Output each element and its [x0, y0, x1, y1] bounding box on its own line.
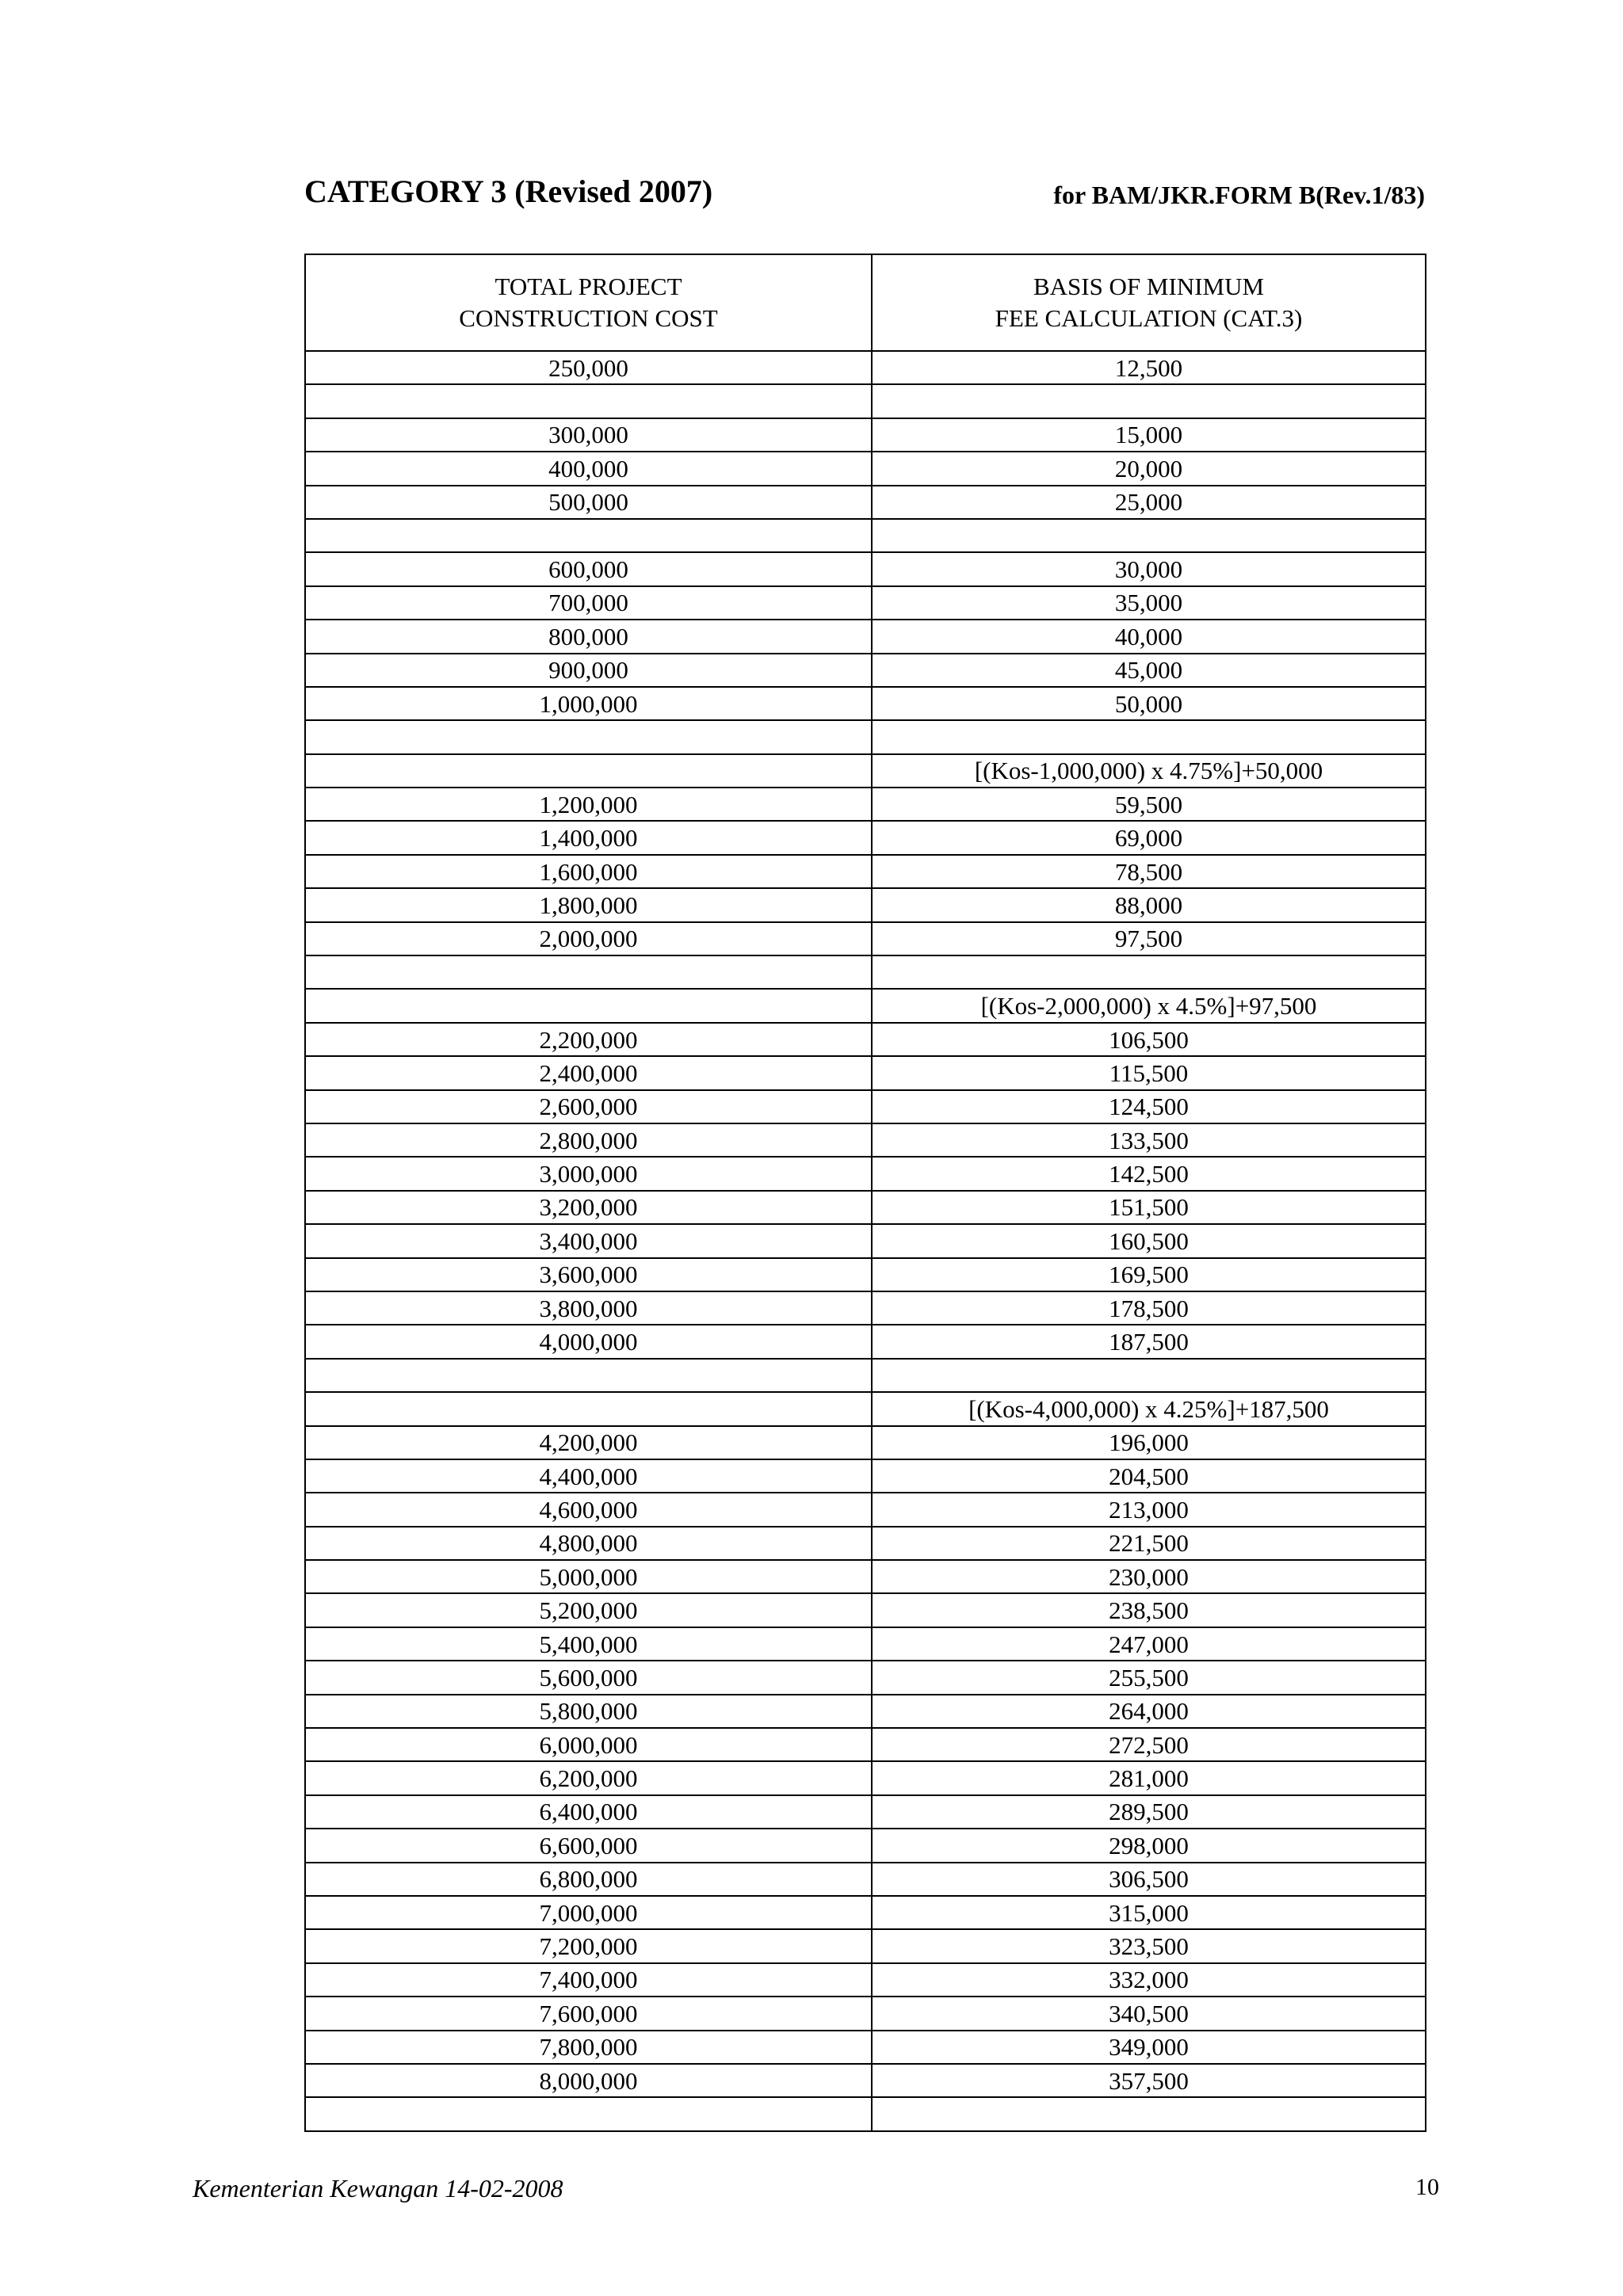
cell-minimum-fee: 88,000 — [872, 888, 1426, 921]
table-row — [305, 1359, 1426, 1392]
table-row — [305, 452, 1426, 485]
table-row — [305, 1728, 1426, 1761]
cell-construction-cost — [305, 1392, 872, 1425]
column-header-minimum-fee — [872, 254, 1426, 351]
cell-construction-cost — [305, 989, 872, 1022]
cell-construction-cost: 6,400,000 — [305, 1795, 872, 1829]
cell-minimum-fee: 178,500 — [872, 1291, 1426, 1325]
table-row — [305, 1863, 1426, 1896]
cell-minimum-fee: 272,500 — [872, 1728, 1426, 1761]
table-row — [305, 1695, 1426, 1728]
cell-construction-cost: 2,400,000 — [305, 1056, 872, 1089]
cell-construction-cost: 3,800,000 — [305, 1291, 872, 1325]
cell-minimum-fee: 306,500 — [872, 1863, 1426, 1896]
cell-minimum-fee: 281,000 — [872, 1761, 1426, 1794]
cell-construction-cost — [305, 2097, 872, 2130]
cell-construction-cost: 5,800,000 — [305, 1695, 872, 1728]
table-row — [305, 1963, 1426, 1997]
page-number: 10 — [1415, 2174, 1439, 2200]
cell-minimum-fee: 20,000 — [872, 452, 1426, 485]
cell-construction-cost: 1,000,000 — [305, 687, 872, 720]
cell-construction-cost: 5,200,000 — [305, 1593, 872, 1627]
table-row — [305, 1593, 1426, 1627]
cell-minimum-fee: 35,000 — [872, 586, 1426, 620]
cell-minimum-fee: 78,500 — [872, 855, 1426, 888]
page-title: CATEGORY 3 (Revised 2007) — [304, 174, 713, 209]
cell-construction-cost — [305, 384, 872, 418]
cell-construction-cost: 1,800,000 — [305, 888, 872, 921]
cell-minimum-fee: 357,500 — [872, 2064, 1426, 2097]
cell-minimum-fee — [872, 955, 1426, 989]
cell-minimum-fee: 349,000 — [872, 2031, 1426, 2064]
cell-construction-cost: 800,000 — [305, 620, 872, 653]
cell-minimum-fee: 133,500 — [872, 1123, 1426, 1157]
cell-construction-cost: 300,000 — [305, 418, 872, 452]
cell-construction-cost: 4,600,000 — [305, 1493, 872, 1526]
table-row — [305, 2031, 1426, 2064]
table-row — [305, 1661, 1426, 1694]
cell-construction-cost — [305, 720, 872, 753]
cell-construction-cost: 2,600,000 — [305, 1090, 872, 1123]
cell-minimum-fee: 238,500 — [872, 1593, 1426, 1627]
cell-construction-cost — [305, 519, 872, 552]
cell-minimum-fee: [(Kos-4,000,000) x 4.25%]+187,500 — [872, 1392, 1426, 1425]
table-row — [305, 1829, 1426, 1862]
cell-construction-cost: 7,400,000 — [305, 1963, 872, 1997]
table-row — [305, 1459, 1426, 1493]
cell-construction-cost: 7,200,000 — [305, 1929, 872, 1962]
table-row — [305, 519, 1426, 552]
cell-construction-cost: 400,000 — [305, 452, 872, 485]
table-row — [305, 1997, 1426, 2030]
footer-source: Kementerian Kewangan 14-02-2008 — [193, 2174, 563, 2203]
cell-construction-cost: 4,400,000 — [305, 1459, 872, 1493]
cell-minimum-fee: [(Kos-2,000,000) x 4.5%]+97,500 — [872, 989, 1426, 1022]
table-row — [305, 1123, 1426, 1157]
cell-minimum-fee: 230,000 — [872, 1560, 1426, 1593]
cell-minimum-fee: 289,500 — [872, 1795, 1426, 1829]
cell-construction-cost: 6,000,000 — [305, 1728, 872, 1761]
cell-minimum-fee — [872, 1359, 1426, 1392]
table-row — [305, 1627, 1426, 1661]
cell-construction-cost: 6,800,000 — [305, 1863, 872, 1896]
cell-minimum-fee: 151,500 — [872, 1191, 1426, 1224]
cell-construction-cost: 3,600,000 — [305, 1258, 872, 1291]
cell-construction-cost: 3,000,000 — [305, 1157, 872, 1190]
table-row — [305, 821, 1426, 854]
cell-construction-cost: 250,000 — [305, 351, 872, 384]
cell-minimum-fee: 340,500 — [872, 1997, 1426, 2030]
header-line: FEE CALCULATION (CAT.3) — [995, 304, 1303, 332]
table-row — [305, 1325, 1426, 1358]
header-line: TOTAL PROJECT — [495, 273, 682, 300]
cell-minimum-fee: 124,500 — [872, 1090, 1426, 1123]
cell-construction-cost: 5,400,000 — [305, 1627, 872, 1661]
table-row — [305, 486, 1426, 519]
table-row — [305, 654, 1426, 687]
table-row — [305, 384, 1426, 418]
cell-minimum-fee: 204,500 — [872, 1459, 1426, 1493]
cell-construction-cost: 3,400,000 — [305, 1224, 872, 1257]
table-row — [305, 1191, 1426, 1224]
cell-minimum-fee: 12,500 — [872, 351, 1426, 384]
table-row — [305, 1224, 1426, 1257]
table-row — [305, 1493, 1426, 1526]
cell-construction-cost: 1,400,000 — [305, 821, 872, 854]
cell-minimum-fee: 213,000 — [872, 1493, 1426, 1526]
cell-construction-cost: 6,600,000 — [305, 1829, 872, 1862]
cell-construction-cost: 2,200,000 — [305, 1023, 872, 1056]
cell-minimum-fee: 115,500 — [872, 1056, 1426, 1089]
table-row — [305, 1929, 1426, 1962]
cell-minimum-fee: 196,000 — [872, 1426, 1426, 1459]
table-row — [305, 586, 1426, 620]
table-row — [305, 1527, 1426, 1560]
table-row — [305, 955, 1426, 989]
cell-construction-cost: 5,600,000 — [305, 1661, 872, 1694]
form-reference: for BAM/JKR.FORM B(Rev.1/83) — [1053, 181, 1425, 209]
table-row — [305, 2097, 1426, 2130]
table-row — [305, 687, 1426, 720]
table-row — [305, 1761, 1426, 1794]
table-row — [305, 1426, 1426, 1459]
cell-construction-cost — [305, 754, 872, 788]
table-row — [305, 720, 1426, 753]
cell-minimum-fee — [872, 519, 1426, 552]
cell-construction-cost: 3,200,000 — [305, 1191, 872, 1224]
column-header-construction-cost — [305, 254, 872, 351]
table-row — [305, 620, 1426, 653]
cell-construction-cost — [305, 955, 872, 989]
table-row — [305, 922, 1426, 955]
cell-construction-cost: 2,000,000 — [305, 922, 872, 955]
cell-minimum-fee: 187,500 — [872, 1325, 1426, 1358]
table-row — [305, 1157, 1426, 1190]
table-row — [305, 855, 1426, 888]
table-row — [305, 1258, 1426, 1291]
cell-minimum-fee: 264,000 — [872, 1695, 1426, 1728]
header-line: BASIS OF MINIMUM — [1033, 273, 1265, 300]
cell-construction-cost: 5,000,000 — [305, 1560, 872, 1593]
cell-construction-cost: 2,800,000 — [305, 1123, 872, 1157]
cell-construction-cost: 500,000 — [305, 486, 872, 519]
table-row — [305, 351, 1426, 384]
cell-minimum-fee: 142,500 — [872, 1157, 1426, 1190]
cell-minimum-fee: 30,000 — [872, 552, 1426, 585]
cell-construction-cost: 6,200,000 — [305, 1761, 872, 1794]
cell-minimum-fee: 106,500 — [872, 1023, 1426, 1056]
table-row — [305, 1056, 1426, 1089]
cell-construction-cost: 900,000 — [305, 654, 872, 687]
cell-minimum-fee: 298,000 — [872, 1829, 1426, 1862]
cell-construction-cost: 4,800,000 — [305, 1527, 872, 1560]
header-line: CONSTRUCTION COST — [459, 304, 718, 332]
cell-minimum-fee: 45,000 — [872, 654, 1426, 687]
table-row — [305, 1392, 1426, 1425]
cell-minimum-fee: 169,500 — [872, 1258, 1426, 1291]
cell-minimum-fee: 221,500 — [872, 1527, 1426, 1560]
table-row — [305, 2064, 1426, 2097]
cell-minimum-fee: 25,000 — [872, 486, 1426, 519]
cell-minimum-fee: 323,500 — [872, 1929, 1426, 1962]
table-row — [305, 788, 1426, 821]
cell-minimum-fee: 255,500 — [872, 1661, 1426, 1694]
table-row — [305, 989, 1426, 1022]
table-row — [305, 552, 1426, 585]
table-row — [305, 418, 1426, 452]
cell-construction-cost: 4,000,000 — [305, 1325, 872, 1358]
table-row — [305, 1896, 1426, 1929]
cell-minimum-fee: 247,000 — [872, 1627, 1426, 1661]
cell-minimum-fee — [872, 2097, 1426, 2130]
table-row — [305, 754, 1426, 788]
cell-construction-cost: 7,600,000 — [305, 1997, 872, 2030]
table-header-row — [305, 254, 1426, 351]
cell-construction-cost: 1,200,000 — [305, 788, 872, 821]
cell-construction-cost: 8,000,000 — [305, 2064, 872, 2097]
cell-minimum-fee: [(Kos-1,000,000) x 4.75%]+50,000 — [872, 754, 1426, 788]
cell-minimum-fee: 50,000 — [872, 687, 1426, 720]
table-row — [305, 1795, 1426, 1829]
table-row — [305, 888, 1426, 921]
cell-minimum-fee — [872, 384, 1426, 418]
cell-construction-cost: 7,000,000 — [305, 1896, 872, 1929]
fee-table — [304, 254, 1426, 2132]
cell-minimum-fee: 15,000 — [872, 418, 1426, 452]
cell-construction-cost — [305, 1359, 872, 1392]
cell-construction-cost: 1,600,000 — [305, 855, 872, 888]
table-row — [305, 1023, 1426, 1056]
cell-minimum-fee: 332,000 — [872, 1963, 1426, 1997]
cell-minimum-fee: 160,500 — [872, 1224, 1426, 1257]
cell-minimum-fee: 40,000 — [872, 620, 1426, 653]
cell-construction-cost: 700,000 — [305, 586, 872, 620]
cell-minimum-fee: 59,500 — [872, 788, 1426, 821]
cell-minimum-fee — [872, 720, 1426, 753]
cell-construction-cost: 600,000 — [305, 552, 872, 585]
table-row — [305, 1291, 1426, 1325]
cell-construction-cost: 7,800,000 — [305, 2031, 872, 2064]
table-body — [305, 351, 1426, 2131]
table-row — [305, 1090, 1426, 1123]
cell-minimum-fee: 315,000 — [872, 1896, 1426, 1929]
table-row — [305, 1560, 1426, 1593]
cell-construction-cost: 4,200,000 — [305, 1426, 872, 1459]
cell-minimum-fee: 97,500 — [872, 922, 1426, 955]
cell-minimum-fee: 69,000 — [872, 821, 1426, 854]
